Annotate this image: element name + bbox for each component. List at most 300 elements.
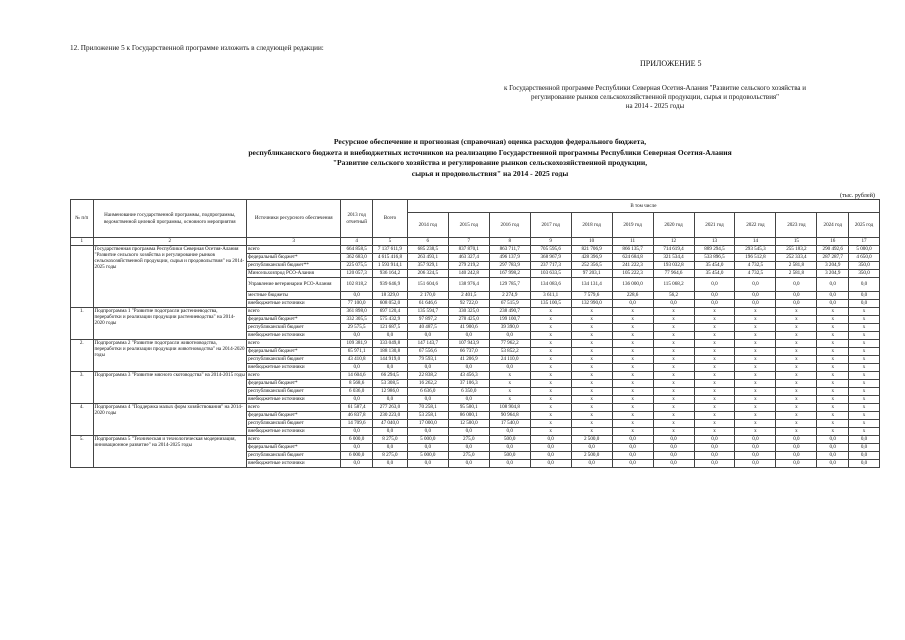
amount-cell: 0,0 [735, 436, 776, 444]
amount-cell: х [653, 324, 694, 332]
amount-cell: 138 976,4 [448, 278, 489, 292]
column-index: 3 [247, 238, 341, 246]
amount-cell: 188 130,8 [373, 348, 408, 356]
amount-cell: 0,0 [817, 460, 849, 468]
amount-cell: х [653, 420, 694, 428]
amount-cell: 147 143,7 [407, 340, 448, 348]
amount-cell: 0,0 [489, 332, 530, 340]
amount-cell: х [817, 420, 849, 428]
amount-cell: х [694, 324, 735, 332]
amount-cell: 293 545,3 [735, 246, 776, 254]
amount-cell: 8 275,0 [373, 436, 408, 444]
amount-cell: 18 329,0 [373, 292, 408, 300]
amount-cell: 79 593,1 [407, 356, 448, 364]
column-index: 6 [407, 238, 448, 246]
intro-text: 12. Приложение 5 к Государственной программе изложить в следующей редакции: [70, 44, 324, 52]
amount-cell: 41 206,9 [448, 356, 489, 364]
amount-cell: х [530, 340, 571, 348]
amount-cell: 136 000,0 [612, 278, 653, 292]
amount-cell: 321 534,4 [653, 254, 694, 262]
funding-source: федеральный бюджет* [247, 412, 341, 420]
amount-cell: х [612, 388, 653, 396]
amount-cell: 0,0 [373, 332, 408, 340]
funding-source: внебюджетные источники [247, 364, 341, 372]
amount-cell: 0,0 [448, 428, 489, 436]
amount-cell: х [694, 356, 735, 364]
amount-cell: 278 425,0 [448, 316, 489, 324]
amount-cell: 37 106,3 [448, 380, 489, 388]
amount-cell: 0,0 [341, 292, 373, 300]
amount-cell: 0,0 [694, 452, 735, 460]
amount-cell: х [776, 308, 817, 316]
funding-source: внебюджетные источники [247, 396, 341, 404]
amount-cell: х [694, 412, 735, 420]
funding-source: федеральный бюджет* [247, 254, 341, 262]
amount-cell: 0,0 [694, 292, 735, 300]
amount-cell: х [817, 316, 849, 324]
amount-cell: х [817, 388, 849, 396]
amount-cell: х [735, 356, 776, 364]
amount-cell: 46 837,8 [341, 412, 373, 420]
amount-cell: х [530, 316, 571, 324]
amount-cell: х [849, 364, 880, 372]
amount-cell: 705 595,6 [530, 246, 571, 254]
amount-cell: х [817, 372, 849, 380]
amount-cell: х [571, 308, 612, 316]
table-row [71, 436, 880, 444]
amount-cell: 196 512,8 [735, 254, 776, 262]
header-year: 2015 год [448, 213, 489, 238]
amount-cell: х [817, 404, 849, 412]
column-index: 2 [93, 238, 247, 246]
amount-cell: х [849, 388, 880, 396]
amount-cell: х [612, 428, 653, 436]
amount-cell: 65 971,1 [341, 348, 373, 356]
amount-cell: 0,0 [849, 460, 880, 468]
amount-cell: х [653, 316, 694, 324]
funding-source: всего [247, 340, 341, 348]
row-number: 1. [71, 308, 94, 340]
amount-cell: х [776, 396, 817, 404]
amount-cell: 350,0 [849, 270, 880, 278]
funding-source: республиканский бюджет [247, 388, 341, 396]
amount-cell: 863 711,7 [489, 246, 530, 254]
amount-cell: х [849, 348, 880, 356]
amount-cell: 7 579,6 [571, 292, 612, 300]
amount-cell: 53 258,1 [407, 412, 448, 420]
amount-cell: 463 327,4 [448, 254, 489, 262]
amount-cell: х [612, 364, 653, 372]
amount-cell: 29 575,5 [341, 324, 373, 332]
appendix-subtitle-line: регулирование рынков сельскохозяйственной продукции, сырья и продовольствия" [530, 93, 780, 101]
amount-cell: 0,0 [817, 300, 849, 308]
amount-cell: 225 075,5 [341, 262, 373, 270]
amount-cell: 6 000,0 [341, 452, 373, 460]
amount-cell: 53 852,2 [489, 348, 530, 356]
amount-cell: 151 604,6 [407, 278, 448, 292]
amount-cell: 297 783,9 [489, 262, 530, 270]
amount-cell: 2 170,0 [407, 292, 448, 300]
amount-cell: х [735, 412, 776, 420]
amount-cell: 0,0 [776, 436, 817, 444]
amount-cell: 120 057,3 [341, 270, 373, 278]
funding-source: республиканский бюджет [247, 324, 341, 332]
header-year: 2017 год [530, 213, 571, 238]
amount-cell: х [530, 388, 571, 396]
amount-cell: х [735, 340, 776, 348]
amount-cell: х [817, 324, 849, 332]
amount-cell: 0,0 [341, 460, 373, 468]
amount-cell: 0,0 [341, 332, 373, 340]
amount-cell: х [530, 308, 571, 316]
amount-cell: х [849, 308, 880, 316]
amount-cell: 17 000,0 [407, 420, 448, 428]
amount-cell: 0,0 [373, 444, 408, 452]
header-num: № п/п [71, 200, 94, 238]
amount-cell: 2 500,0 [571, 452, 612, 460]
amount-cell: 103 633,5 [530, 270, 571, 278]
amount-cell: 16 262,2 [407, 380, 448, 388]
amount-cell: 97 897,2 [407, 316, 448, 324]
amount-cell: х [489, 388, 530, 396]
amount-cell: 14 604,6 [341, 372, 373, 380]
amount-cell: 889 294,5 [694, 246, 735, 254]
header-index-row [71, 238, 880, 246]
table-row [71, 372, 880, 380]
row-number: 3. [71, 372, 94, 404]
amount-cell: х [530, 332, 571, 340]
row-number: 2. [71, 340, 94, 372]
column-index: 10 [571, 238, 612, 246]
amount-cell: 0,0 [653, 300, 694, 308]
table-row [71, 340, 880, 348]
funding-source: республиканский бюджет [247, 356, 341, 364]
header-year: 2025 год [849, 213, 880, 238]
table-row [71, 246, 880, 254]
amount-cell: х [653, 428, 694, 436]
amount-cell: 66 737,0 [448, 348, 489, 356]
amount-cell: х [849, 332, 880, 340]
amount-cell: х [735, 308, 776, 316]
amount-cell: х [571, 316, 612, 324]
amount-cell: 936 164,2 [373, 270, 408, 278]
amount-cell: 252 333,4 [776, 254, 817, 262]
amount-cell: х [571, 332, 612, 340]
amount-cell: х [612, 396, 653, 404]
row-number [71, 246, 94, 308]
funding-source: внебюджетные источники [247, 428, 341, 436]
funding-source: федеральный бюджет* [247, 348, 341, 356]
funding-source: местные бюджеты [247, 292, 341, 300]
amount-cell: 2 274,9 [489, 292, 530, 300]
amount-cell: 664 858,5 [341, 246, 373, 254]
amount-cell: 6 000,0 [341, 436, 373, 444]
amount-cell: 821 706,9 [571, 246, 612, 254]
amount-cell: х [571, 380, 612, 388]
amount-cell: х [817, 308, 849, 316]
funding-source: внебюджетные источники [247, 300, 341, 308]
table-header [71, 200, 880, 246]
amount-cell: х [694, 380, 735, 388]
amount-cell: 22 838,2 [407, 372, 448, 380]
amount-cell: 3 611,1 [530, 292, 571, 300]
amount-cell: 4 732,5 [735, 262, 776, 270]
amount-cell: 241 222,3 [612, 262, 653, 270]
amount-cell: 0,0 [849, 452, 880, 460]
amount-cell: 0,0 [612, 436, 653, 444]
amount-cell: 496 137,9 [489, 254, 530, 262]
header-year: 2014 год [407, 213, 448, 238]
amount-cell: х [817, 364, 849, 372]
funding-source: всего [247, 404, 341, 412]
amount-cell: 0,0 [448, 396, 489, 404]
amount-cell: х [571, 420, 612, 428]
amount-cell: 134 131,4 [571, 278, 612, 292]
amount-cell: 333 049,8 [373, 340, 408, 348]
amount-cell: х [849, 380, 880, 388]
amount-cell: 7 137 611,9 [373, 246, 408, 254]
amount-cell: х [776, 428, 817, 436]
amount-cell: х [571, 348, 612, 356]
amount-cell: х [735, 372, 776, 380]
amount-cell: 252 356,5 [571, 262, 612, 270]
amount-cell: 129 785,7 [489, 278, 530, 292]
amount-cell: 14 709,6 [341, 420, 373, 428]
amount-cell: 0,0 [817, 444, 849, 452]
amount-cell: х [849, 340, 880, 348]
amount-cell: 0,0 [448, 460, 489, 468]
funding-source: Минсельхозпрод РСО-Алания [247, 270, 341, 278]
amount-cell: 0,0 [653, 452, 694, 460]
amount-cell: 0,0 [448, 444, 489, 452]
amount-cell: 70 258,1 [407, 404, 448, 412]
amount-cell: 8 568,6 [341, 380, 373, 388]
resource-table [70, 199, 880, 468]
amount-cell: 500,0 [489, 436, 530, 444]
amount-cell: х [571, 356, 612, 364]
amount-cell: х [530, 428, 571, 436]
amount-cell: х [735, 404, 776, 412]
document-title [120, 137, 860, 179]
amount-cell: 105 222,3 [612, 270, 653, 278]
amount-cell: 357 929,1 [407, 262, 448, 270]
appendix-title: ПРИЛОЖЕНИЕ 5 [640, 59, 702, 68]
program-name: Подпрограмма 1 "Развитие подотрасли растениеводства, переработки и реализации продукции растениеводства" на 2014-2020 годы [93, 308, 247, 340]
amount-cell: х [530, 372, 571, 380]
amount-cell: 837 870,1 [448, 246, 489, 254]
amount-cell: 17 540,0 [489, 420, 530, 428]
amount-cell: 0,0 [653, 460, 694, 468]
amount-cell: х [849, 404, 880, 412]
amount-cell: 0,0 [571, 460, 612, 468]
amount-cell: 0,0 [653, 436, 694, 444]
amount-cell: 0,0 [407, 460, 448, 468]
funding-source: федеральный бюджет* [247, 316, 341, 324]
column-index: 14 [735, 238, 776, 246]
funding-source: всего [247, 246, 341, 254]
header-year: 2020 год [653, 213, 694, 238]
column-index: 4 [341, 238, 373, 246]
column-index: 11 [612, 238, 653, 246]
amount-cell: 0,0 [776, 452, 817, 460]
amount-cell: 0,0 [612, 444, 653, 452]
amount-cell: 0,0 [341, 428, 373, 436]
amount-cell: х [776, 340, 817, 348]
funding-source: всего [247, 308, 341, 316]
amount-cell: х [735, 364, 776, 372]
amount-cell: х [612, 332, 653, 340]
table-row [71, 404, 880, 412]
program-name: Государственная программа Республики Северная Осетия-Алания "Развитие сельского хозяйства и регулирование рынков сельскохозяйственной продукции, сырья и продовольствия" на 2014-2025 годы [93, 246, 247, 308]
amount-cell: х [612, 308, 653, 316]
amount-cell: х [530, 380, 571, 388]
amount-cell: х [653, 332, 694, 340]
row-number: 4. [71, 404, 94, 436]
amount-cell: 92 722,0 [448, 300, 489, 308]
funding-source: всего [247, 436, 341, 444]
amount-cell: х [571, 364, 612, 372]
amount-cell: 0,0 [489, 364, 530, 372]
amount-cell: 368 967,9 [530, 254, 571, 262]
amount-cell: х [530, 348, 571, 356]
amount-cell: 61 587,4 [341, 404, 373, 412]
amount-cell: х [530, 412, 571, 420]
amount-cell: 0,0 [735, 452, 776, 460]
funding-source: федеральный бюджет* [247, 380, 341, 388]
column-index: 7 [448, 238, 489, 246]
amount-cell: 56,2 [653, 292, 694, 300]
column-index: 9 [530, 238, 571, 246]
amount-cell: 12 986,0 [373, 388, 408, 396]
amount-cell: 290 492,6 [817, 246, 849, 254]
amount-cell: х [653, 348, 694, 356]
amount-cell: 428 396,9 [571, 254, 612, 262]
amount-cell: х [530, 356, 571, 364]
amount-cell: 39 390,0 [489, 324, 530, 332]
amount-cell: х [694, 428, 735, 436]
amount-cell: 0,0 [776, 300, 817, 308]
amount-cell: х [571, 404, 612, 412]
amount-cell: 0,0 [530, 444, 571, 452]
amount-cell: 0,0 [735, 444, 776, 452]
amount-cell: 67 515,9 [489, 300, 530, 308]
amount-cell: х [817, 348, 849, 356]
amount-cell: 0,0 [776, 278, 817, 292]
amount-cell: х [735, 420, 776, 428]
amount-cell: 115 068,2 [653, 278, 694, 292]
amount-cell: 0,0 [612, 460, 653, 468]
amount-cell: х [653, 404, 694, 412]
amount-cell: 0,0 [694, 444, 735, 452]
header-year: 2019 год [612, 213, 653, 238]
amount-cell: 108 904,8 [489, 404, 530, 412]
amount-cell: 714 619,4 [653, 246, 694, 254]
amount-cell: 86 000,1 [448, 412, 489, 420]
amount-cell: х [653, 364, 694, 372]
amount-cell: х [694, 340, 735, 348]
amount-cell: 0,0 [530, 436, 571, 444]
header-including: В том числе [407, 200, 879, 213]
header-year: 2016 год [489, 213, 530, 238]
column-index: 16 [817, 238, 849, 246]
amount-cell: 6 036,0 [341, 388, 373, 396]
amount-cell: х [849, 420, 880, 428]
amount-cell: х [735, 348, 776, 356]
amount-cell: 275,0 [448, 452, 489, 460]
amount-cell: 5 000,0 [407, 436, 448, 444]
amount-cell: х [612, 340, 653, 348]
funding-source: республиканский бюджет** [247, 262, 341, 270]
amount-cell: х [694, 308, 735, 316]
appendix-subtitle-line: на 2014 - 2025 годы [625, 102, 685, 110]
amount-cell: 3 204,9 [817, 270, 849, 278]
amount-cell: х [694, 372, 735, 380]
amount-cell: 0,0 [849, 444, 880, 452]
program-name: Подпрограмма 2 "Развитие подотрасли животноводства, переработки и реализации продукции животноводства" на 2014-2020 годы [93, 340, 247, 372]
amount-cell: 500,0 [489, 452, 530, 460]
header-year: 2021 год [694, 213, 735, 238]
amount-cell: 5 000,0 [407, 452, 448, 460]
amount-cell: 2 401,5 [448, 292, 489, 300]
amount-cell: 0,0 [373, 428, 408, 436]
amount-cell: 0,0 [817, 292, 849, 300]
amount-cell: 608 052,0 [373, 300, 408, 308]
column-index: 8 [489, 238, 530, 246]
amount-cell: х [694, 316, 735, 324]
amount-cell: х [571, 396, 612, 404]
table-row [71, 308, 880, 316]
amount-cell: х [612, 372, 653, 380]
title-line: "Развитие сельского хозяйства и регулирование рынков сельскохозяйственной продукции, [332, 158, 648, 167]
amount-cell: х [776, 316, 817, 324]
amount-cell: 228,6 [612, 292, 653, 300]
amount-cell: х [653, 372, 694, 380]
amount-cell: х [817, 332, 849, 340]
amount-cell: 6 350,0 [448, 388, 489, 396]
amount-cell: 237 717,3 [530, 262, 571, 270]
amount-cell: х [849, 428, 880, 436]
amount-cell: х [694, 332, 735, 340]
amount-cell: 0,0 [694, 460, 735, 468]
amount-cell: 0,0 [407, 444, 448, 452]
amount-cell: 0,0 [373, 460, 408, 468]
amount-cell: 2 500,0 [571, 436, 612, 444]
amount-cell: 4 615 416,8 [373, 254, 408, 262]
amount-cell: 575 432,9 [373, 316, 408, 324]
amount-cell: 0,0 [849, 278, 880, 292]
amount-cell: х [735, 380, 776, 388]
amount-cell: х [735, 428, 776, 436]
amount-cell: 144 919,0 [373, 356, 408, 364]
amount-cell: х [694, 364, 735, 372]
amount-cell: 35 454,0 [694, 270, 735, 278]
funding-source: внебюджетные источники [247, 460, 341, 468]
amount-cell: х [735, 388, 776, 396]
amount-cell: х [817, 340, 849, 348]
amount-cell: 0,0 [489, 444, 530, 452]
amount-cell: х [694, 420, 735, 428]
amount-cell: 35 454,0 [694, 262, 735, 270]
amount-cell: 135 594,7 [407, 308, 448, 316]
amount-cell: 0,0 [776, 460, 817, 468]
appendix-subtitle-line: к Государственной программе Республики Северная Осетия-Алания "Развитие сельского хозяйства и [503, 84, 807, 92]
program-name: Подпрограмма 4 "Поддержка малых форм хозяйствования" на 2014-2020 годы [93, 404, 247, 436]
amount-cell: х [653, 380, 694, 388]
amount-cell: 6 636,0 [407, 388, 448, 396]
amount-cell: х [612, 316, 653, 324]
amount-cell: 0,0 [341, 396, 373, 404]
column-index: 12 [653, 238, 694, 246]
